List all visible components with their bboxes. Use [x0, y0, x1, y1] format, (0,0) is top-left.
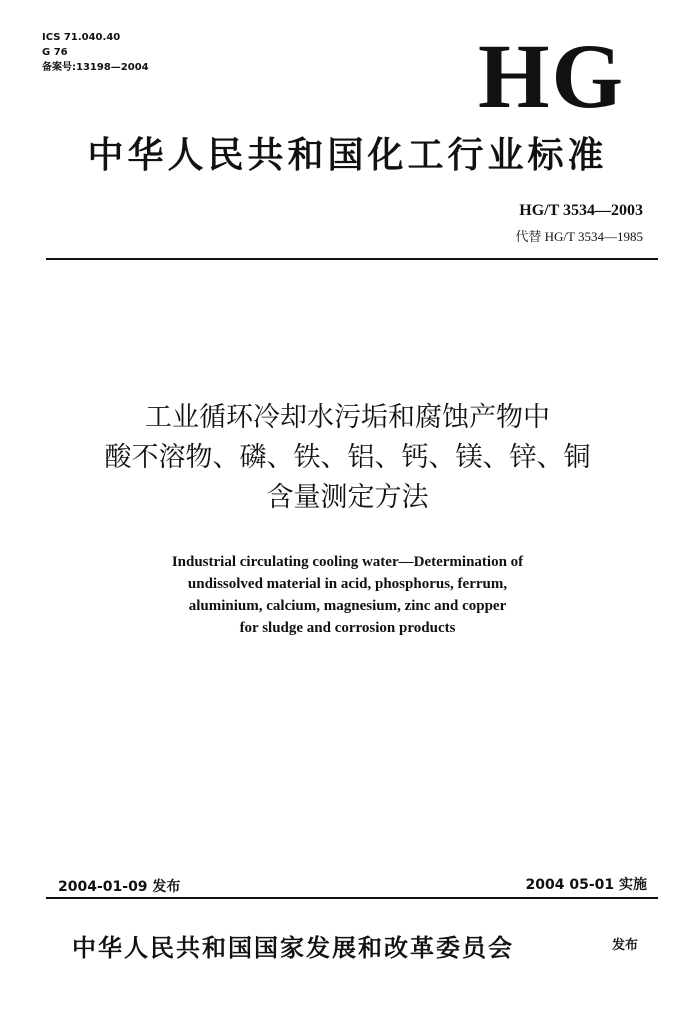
replaces-note: 代替 HG/T 3534—1985 [515, 229, 643, 244]
english-title [0, 551, 695, 639]
standard-title: 中华人民共和国化工行业标准 [87, 134, 608, 176]
english-title-line: for sludge and corrosion products [239, 620, 456, 636]
implementation-date: 2004 05-01 实施 [525, 877, 647, 893]
classification-block [42, 30, 149, 75]
top-divider [46, 258, 658, 260]
chinese-title-line: 工业循环冷却水污垢和腐蚀产物中 [145, 402, 550, 433]
english-title-line: undissolved material in acid, phosphorus, ferrum, [187, 576, 508, 592]
hg-logo: HG [478, 25, 626, 127]
ics-code: ICS 71.040.40 [42, 32, 121, 43]
publish-label: 发布 [612, 938, 639, 953]
record-number: 备案号:13198—2004 [42, 62, 149, 73]
class-code: G 76 [42, 47, 68, 58]
issue-date: 2004-01-09 发布 [58, 879, 181, 895]
english-title-line: Industrial circulating cooling water—Determination of [171, 554, 524, 570]
chinese-title-line: 含量测定方法 [266, 482, 429, 513]
standard-number: HG/T 3534—2003 [519, 202, 643, 219]
chinese-title-line: 酸不溶物、磷、铁、铝、钙、镁、锌、铜 [104, 442, 591, 473]
english-title-line: aluminium, calcium, magnesium, zinc and copper [188, 598, 507, 614]
bottom-divider [46, 897, 658, 899]
chinese-title [0, 398, 695, 518]
issuing-organization: 中华人民共和国国家发展和改革委员会 [72, 933, 514, 962]
